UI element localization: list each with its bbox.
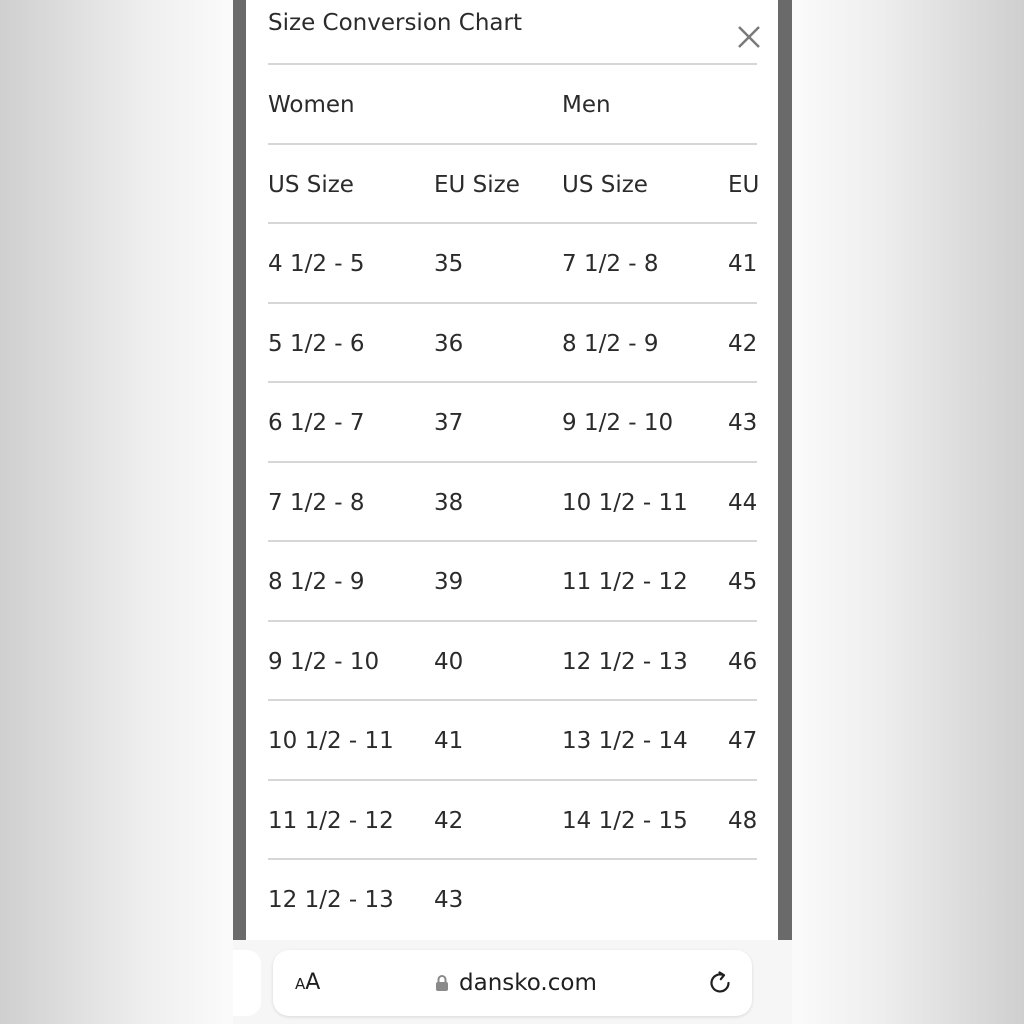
table-row bbox=[268, 542, 757, 620]
women-eu-size: 37 bbox=[434, 410, 464, 436]
women-eu-size: 41 bbox=[434, 728, 464, 754]
women-us-size: 5 1/2 - 6 bbox=[268, 330, 365, 357]
men-eu-size: 41 bbox=[728, 251, 758, 277]
address-bar[interactable] bbox=[273, 950, 752, 1016]
men-eu-size: 47 bbox=[728, 728, 758, 754]
close-icon[interactable] bbox=[736, 24, 762, 50]
men-eu-size: 42 bbox=[728, 330, 758, 357]
text-size-button[interactable] bbox=[295, 970, 320, 997]
men-us-size: 9 1/2 - 10 bbox=[562, 410, 674, 436]
men-us-size: 12 1/2 - 13 bbox=[562, 648, 688, 675]
group-header-row bbox=[268, 65, 757, 143]
table-row bbox=[268, 304, 757, 382]
men-us-size: 10 1/2 - 11 bbox=[562, 489, 688, 516]
men-us-size: 8 1/2 - 9 bbox=[562, 330, 659, 357]
men-us-size: 13 1/2 - 14 bbox=[562, 728, 688, 754]
table-row bbox=[268, 463, 757, 541]
women-us-size: 8 1/2 - 9 bbox=[268, 569, 365, 595]
women-eu-size: 39 bbox=[434, 569, 464, 595]
table-row bbox=[268, 383, 757, 461]
women-us-size: 12 1/2 - 13 bbox=[268, 887, 394, 913]
url-display[interactable] bbox=[435, 968, 597, 998]
men-us-size: 14 1/2 - 15 bbox=[562, 807, 688, 834]
header-women-us: US Size bbox=[268, 171, 354, 198]
men-eu-size: 43 bbox=[728, 410, 758, 436]
women-eu-size: 35 bbox=[434, 251, 464, 277]
modal-title: Size Conversion Chart bbox=[268, 10, 522, 36]
lock-icon bbox=[435, 974, 449, 992]
group-women: Women bbox=[268, 92, 355, 118]
men-eu-size: 44 bbox=[728, 489, 758, 516]
women-us-size: 10 1/2 - 11 bbox=[268, 728, 394, 754]
men-eu-size: 46 bbox=[728, 648, 758, 675]
url-text: dansko.com bbox=[459, 970, 597, 996]
women-eu-size: 40 bbox=[434, 648, 464, 675]
table-row bbox=[268, 781, 757, 859]
browser-bottom-bar bbox=[233, 940, 792, 1024]
women-us-size: 6 1/2 - 7 bbox=[268, 410, 365, 436]
women-us-size: 7 1/2 - 8 bbox=[268, 489, 365, 516]
women-eu-size: 42 bbox=[434, 807, 464, 834]
table-row bbox=[268, 860, 757, 938]
phone-screen bbox=[233, 0, 792, 1024]
men-eu-size: 48 bbox=[728, 807, 758, 834]
men-us-size: 11 1/2 - 12 bbox=[562, 569, 688, 595]
men-us-size: 7 1/2 - 8 bbox=[562, 251, 659, 277]
previous-tab-preview[interactable] bbox=[233, 950, 261, 1016]
table-row bbox=[268, 622, 757, 700]
table-row bbox=[268, 224, 757, 302]
header-men-eu: EU bbox=[728, 171, 760, 198]
column-header-row bbox=[268, 145, 760, 223]
reload-icon[interactable] bbox=[707, 970, 733, 996]
women-eu-size: 43 bbox=[434, 887, 464, 913]
women-eu-size: 36 bbox=[434, 330, 464, 357]
women-us-size: 9 1/2 - 10 bbox=[268, 648, 380, 675]
size-chart-modal bbox=[246, 0, 778, 940]
women-us-size: 4 1/2 - 5 bbox=[268, 251, 365, 277]
header-men-us: US Size bbox=[562, 171, 648, 198]
size-conversion-table bbox=[268, 63, 760, 938]
aa-small-letter: A bbox=[295, 975, 306, 993]
header-women-eu: EU Size bbox=[434, 171, 520, 198]
table-row bbox=[268, 701, 757, 779]
women-us-size: 11 1/2 - 12 bbox=[268, 807, 394, 834]
men-eu-size: 45 bbox=[728, 569, 758, 595]
aa-large-letter: A bbox=[305, 970, 321, 995]
group-men: Men bbox=[562, 92, 611, 118]
women-eu-size: 38 bbox=[434, 489, 464, 516]
